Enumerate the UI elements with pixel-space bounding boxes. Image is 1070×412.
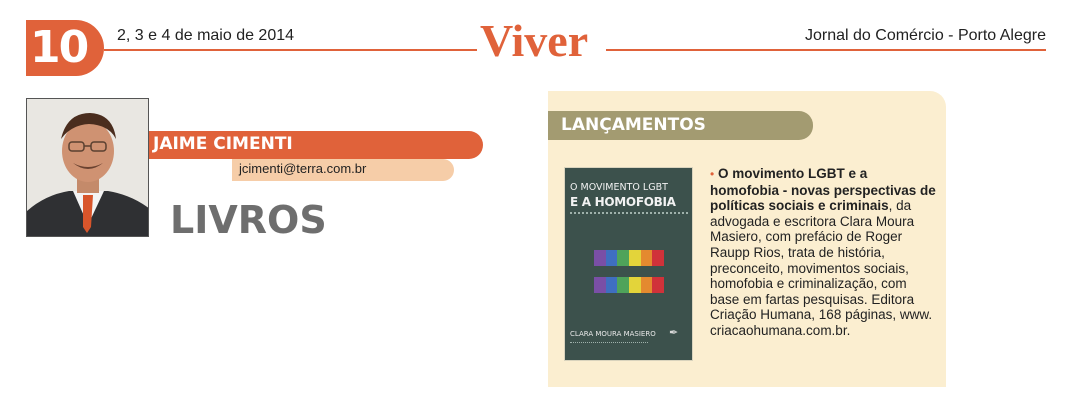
flag-stripe [652, 250, 664, 266]
author-name: JAIME CIMENTI [153, 134, 293, 154]
book-cover-preface-line [570, 342, 648, 343]
bullet-icon: • [710, 167, 715, 181]
flag-stripe [617, 277, 629, 293]
launches-heading: LANÇAMENTOS [561, 115, 706, 135]
rainbow-flag-top [594, 250, 664, 266]
header-rule-right [606, 49, 1046, 51]
author-email: jcimenti@terra.com.br [239, 161, 367, 176]
book-description-text: , da advogada e escritora Clara Moura Masiero, com prefácio de Roger Raupp Rios, trata de história, preconceito, movimentos sociais, homofobia e criminalização, com base em fartas pesquisas. Editora Criação Humana, 168 páginas, www. criacaohumana.com.br. [710, 198, 933, 338]
flag-stripe [652, 277, 664, 293]
flag-stripe [606, 250, 618, 266]
flag-stripe [629, 277, 641, 293]
book-cover-title-line1: O MOVIMENTO LGBT [570, 182, 668, 193]
issue-date: 2, 3 e 4 de maio de 2014 [117, 27, 298, 45]
section-title: Viver [480, 15, 589, 66]
flag-stripe [641, 250, 653, 266]
book-description [710, 166, 938, 339]
header-rule-left [104, 49, 477, 51]
book-cover-author: CLARA MOURA MASIERO [570, 330, 656, 338]
columnist-portrait-icon [27, 99, 149, 237]
flag-stripe [617, 250, 629, 266]
flag-stripe [594, 250, 606, 266]
newspaper-masthead: Jornal do Comércio - Porto Alegre [801, 27, 1046, 45]
book-title: O movimento LGBT e a homofobia - novas perspectivas de políticas sociais e criminais [710, 166, 936, 214]
flag-stripe [594, 277, 606, 293]
book-cover [564, 167, 693, 361]
column-title: LIVROS [170, 198, 327, 242]
publisher-logo-icon: ✒ [669, 326, 679, 339]
flag-stripe [629, 250, 641, 266]
page-number: 10 [26, 20, 104, 76]
columnist-photo [26, 98, 149, 237]
flag-stripe [606, 277, 618, 293]
flag-stripe [641, 277, 653, 293]
rainbow-flag-bottom [594, 277, 664, 293]
book-cover-subtitle-line [570, 212, 688, 214]
book-cover-title-line2: E A HOMOFOBIA [570, 195, 676, 209]
